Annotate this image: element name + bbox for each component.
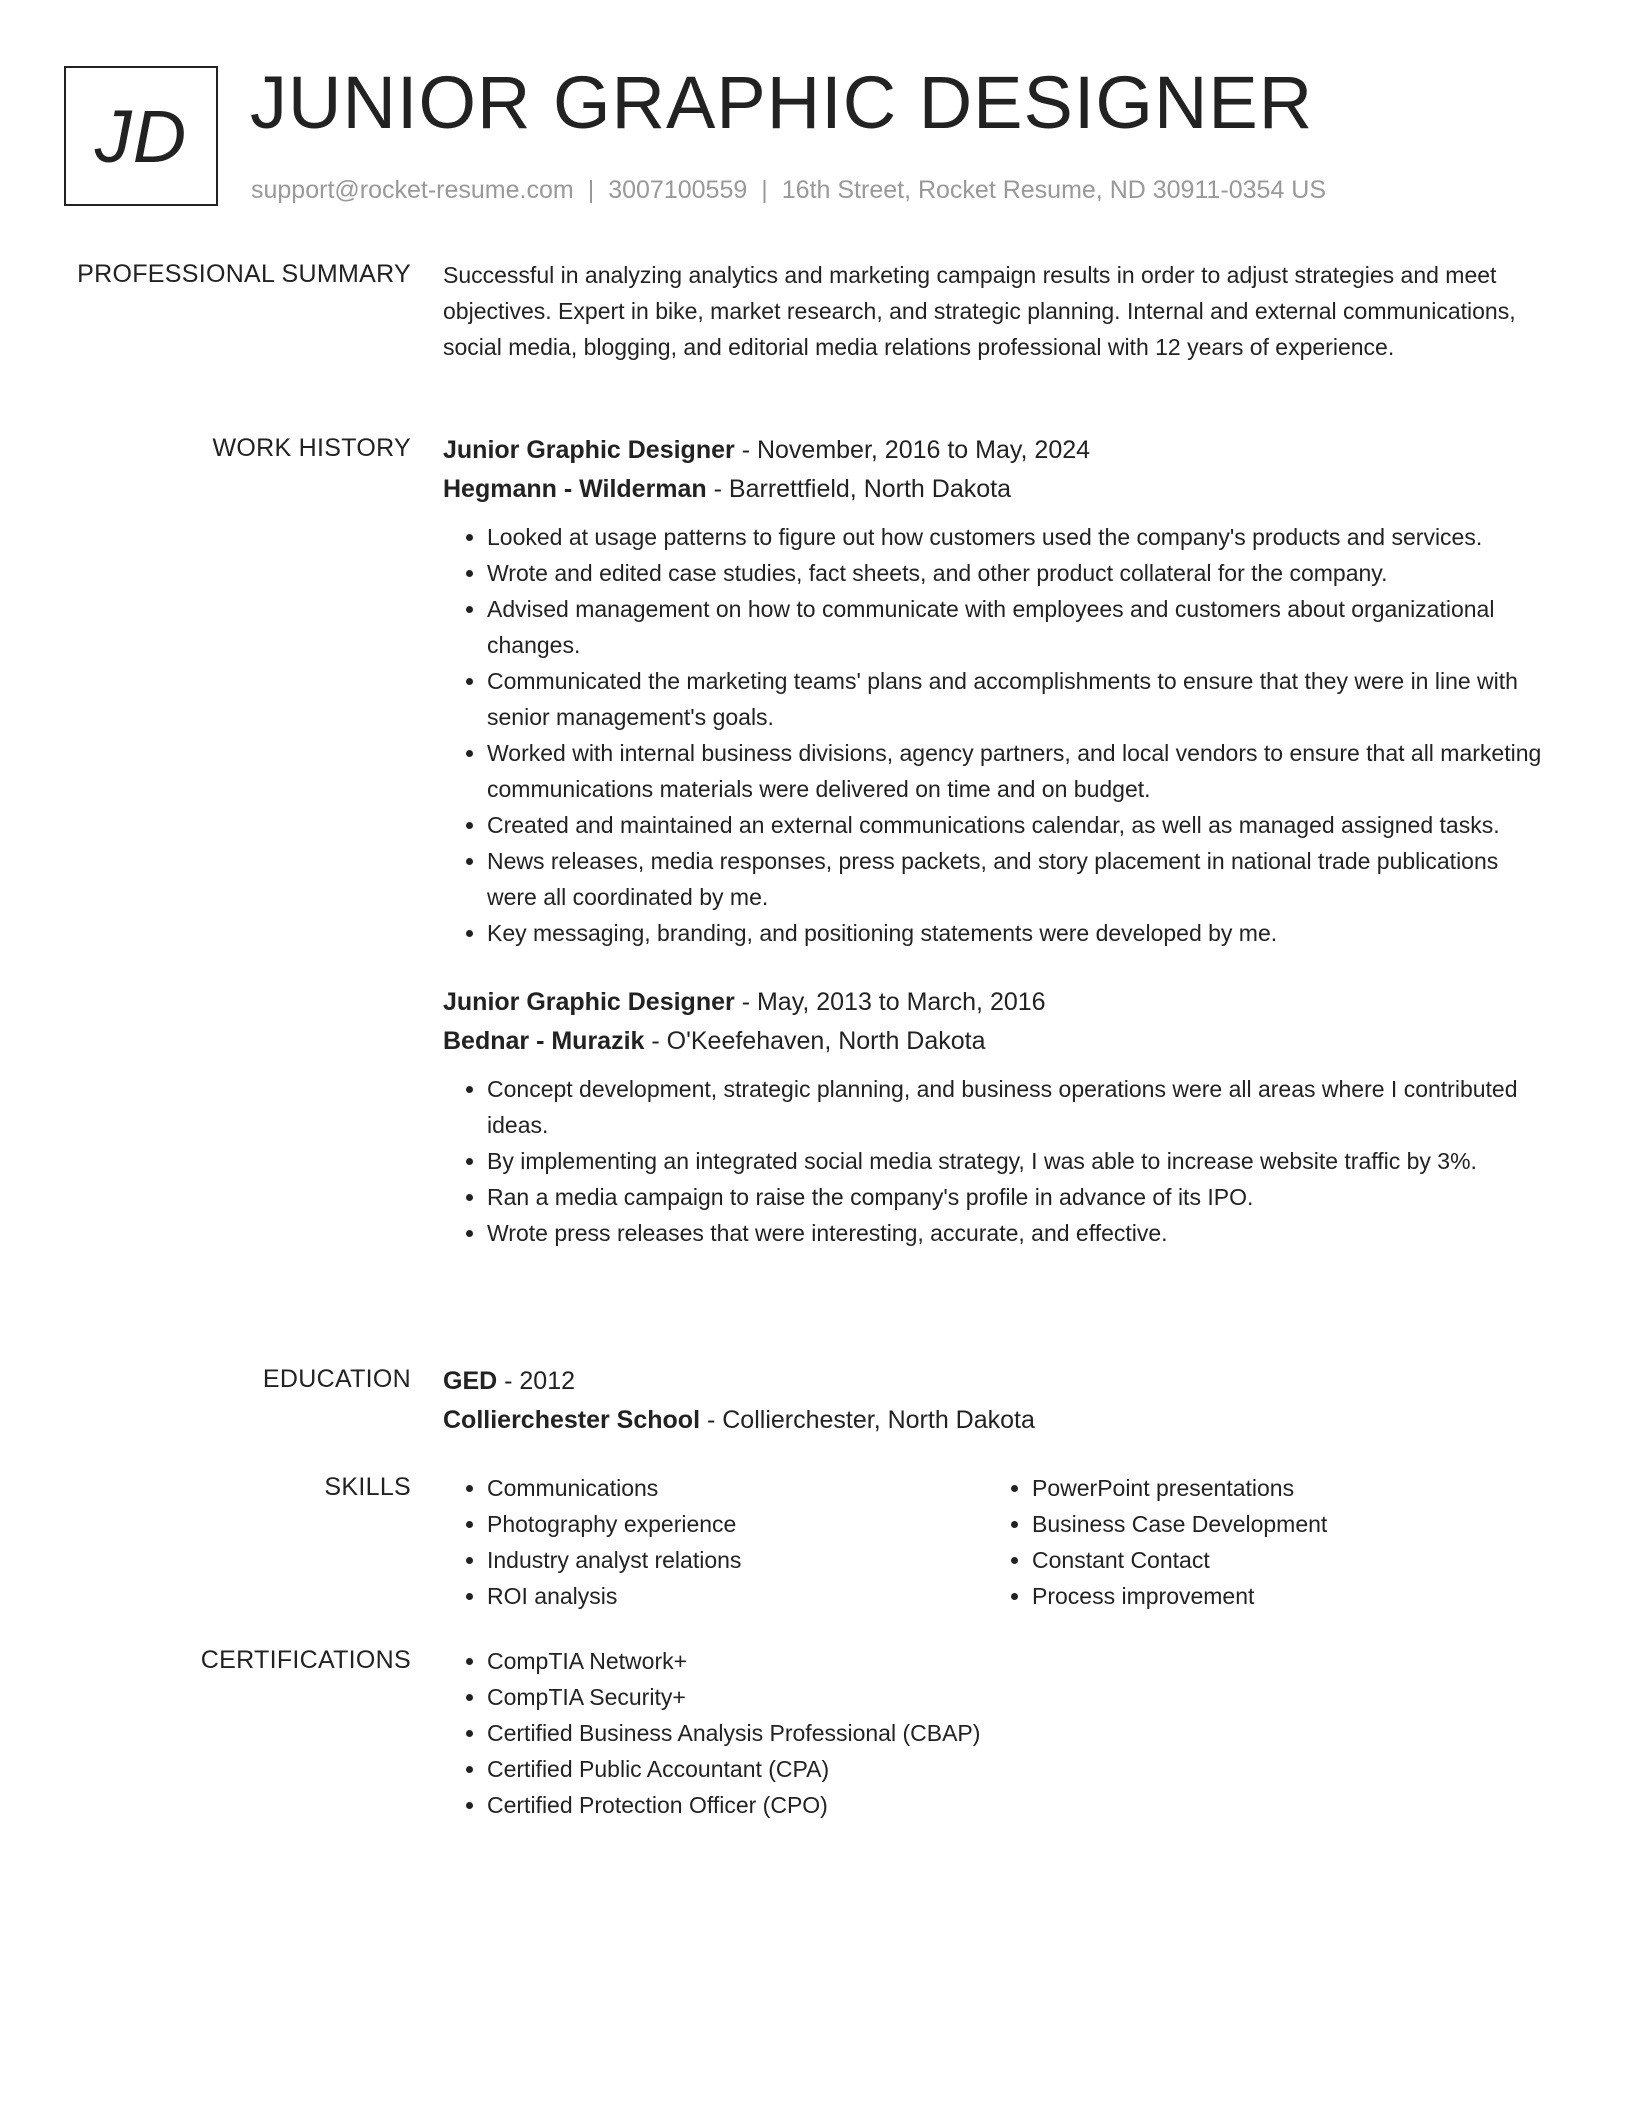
certifications-body — [443, 1643, 1553, 1823]
education-school-line — [443, 1401, 1553, 1440]
job-location: - O'Keefehaven, North Dakota — [644, 1027, 986, 1055]
skill-item: • Industry analyst relations — [487, 1542, 988, 1578]
monogram-initials: JD — [94, 94, 188, 178]
certification-item: • Certified Protection Officer (CPO) — [487, 1787, 1553, 1823]
education-degree: GED — [443, 1367, 498, 1395]
job-bullet-item: • Communicated the marketing teams' plans and accomplishments to ensure that they were in line with senior management's goals. — [487, 663, 1553, 735]
summary-text: Successful in analyzing analytics and marketing campaign results in order to adjust strategies and meet objectives. Expert in bike, market research, and strategic planning. Internal and external communications, social media, blogging, and editorial media relations professional with 12 years of experience. — [443, 262, 1516, 360]
job-dates: - May, 2013 to March, 2016 — [734, 988, 1046, 1016]
job-dates: - November, 2016 to May, 2024 — [734, 436, 1091, 464]
job-bullet-item: • Worked with internal business divisions, agency partners, and local vendors to ensure that all marketing communications materials were delivered on time and on budget. — [487, 735, 1553, 807]
education-body — [443, 1362, 1553, 1440]
skills-list-left — [443, 1470, 988, 1614]
skills-body — [443, 1470, 1553, 1614]
job-entry — [443, 431, 1553, 951]
contact-address: 16th Street, Rocket Resume, ND 30911-0354 US — [781, 176, 1327, 204]
skill-item: • Photography experience — [487, 1506, 988, 1542]
section-label-certifications: CERTIFICATIONS — [200, 1646, 411, 1674]
job-title: Junior Graphic Designer — [443, 988, 735, 1016]
job-bullet-item: • Wrote and edited case studies, fact sheets, and other product collateral for the company. — [487, 555, 1553, 591]
job-bullet-item: • Wrote press releases that were interesting, accurate, and effective. — [487, 1215, 1553, 1251]
education-location: - Collierchester, North Dakota — [700, 1406, 1035, 1434]
skill-item: • Communications — [487, 1470, 988, 1506]
job-entry — [443, 983, 1553, 1251]
job-company-line — [443, 470, 1553, 509]
job-bullet-item: • By implementing an integrated social media strategy, I was able to increase website traffic by 3%. — [487, 1143, 1553, 1179]
job-bullet-item: • Created and maintained an external communications calendar, as well as managed assigned tasks. — [487, 807, 1553, 843]
job-title-line — [443, 431, 1553, 470]
job-title-line — [443, 983, 1553, 1022]
certifications-list — [443, 1643, 1553, 1823]
section-label-skills: SKILLS — [324, 1473, 411, 1501]
contact-line — [251, 174, 1326, 206]
skill-item: • PowerPoint presentations — [1032, 1470, 1533, 1506]
job-bullet-item: • Advised management on how to communicate with employees and customers about organizational changes. — [487, 591, 1553, 663]
section-label-education: EDUCATION — [262, 1365, 411, 1393]
resume-title: JUNIOR GRAPHIC DESIGNER — [250, 61, 1314, 144]
certification-item: • Certified Business Analysis Professional (CBAP) — [487, 1715, 1553, 1751]
skill-item: • Business Case Development — [1032, 1506, 1533, 1542]
monogram-logo — [64, 66, 218, 206]
education-year: - 2012 — [497, 1367, 576, 1395]
job-bullet-item: • Concept development, strategic planning, and business operations were all areas where I contributed ideas. — [487, 1071, 1553, 1143]
job-bullet-item: • Key messaging, branding, and positioning statements were developed by me. — [487, 915, 1553, 951]
work-history-body — [443, 431, 1553, 1283]
skill-item: • Constant Contact — [1032, 1542, 1533, 1578]
section-label-work-history: WORK HISTORY — [212, 434, 411, 462]
job-bullets — [443, 519, 1553, 951]
certification-item: • Certified Public Accountant (CPA) — [487, 1751, 1553, 1787]
job-bullet-item: • Looked at usage patterns to figure out how customers used the company's products and services. — [487, 519, 1553, 555]
job-bullet-item: • Ran a media campaign to raise the company's profile in advance of its IPO. — [487, 1179, 1553, 1215]
job-company: Bednar - Murazik — [443, 1027, 645, 1055]
job-title: Junior Graphic Designer — [443, 436, 735, 464]
education-school: Collierchester School — [443, 1406, 701, 1434]
certification-item: • CompTIA Network+ — [487, 1643, 1553, 1679]
skills-list-right — [988, 1470, 1533, 1614]
education-degree-line — [443, 1362, 1553, 1401]
summary-body — [443, 257, 1553, 365]
contact-separator: | — [587, 176, 595, 204]
skill-item: • Process improvement — [1032, 1578, 1533, 1614]
certification-item: • CompTIA Security+ — [487, 1679, 1553, 1715]
job-bullet-item: • News releases, media responses, press packets, and story placement in national trade publications were all coordinated by me. — [487, 843, 1553, 915]
job-company-line — [443, 1022, 1553, 1061]
skill-item: • ROI analysis — [487, 1578, 988, 1614]
job-bullets — [443, 1071, 1553, 1251]
section-label-summary: PROFESSIONAL SUMMARY — [77, 260, 411, 288]
job-company: Hegmann - Wilderman — [443, 475, 707, 503]
contact-separator: | — [761, 176, 768, 204]
contact-phone: 3007100559 — [608, 176, 748, 204]
contact-email: support@rocket-resume.com — [251, 176, 574, 204]
job-location: - Barrettfield, North Dakota — [706, 475, 1011, 503]
